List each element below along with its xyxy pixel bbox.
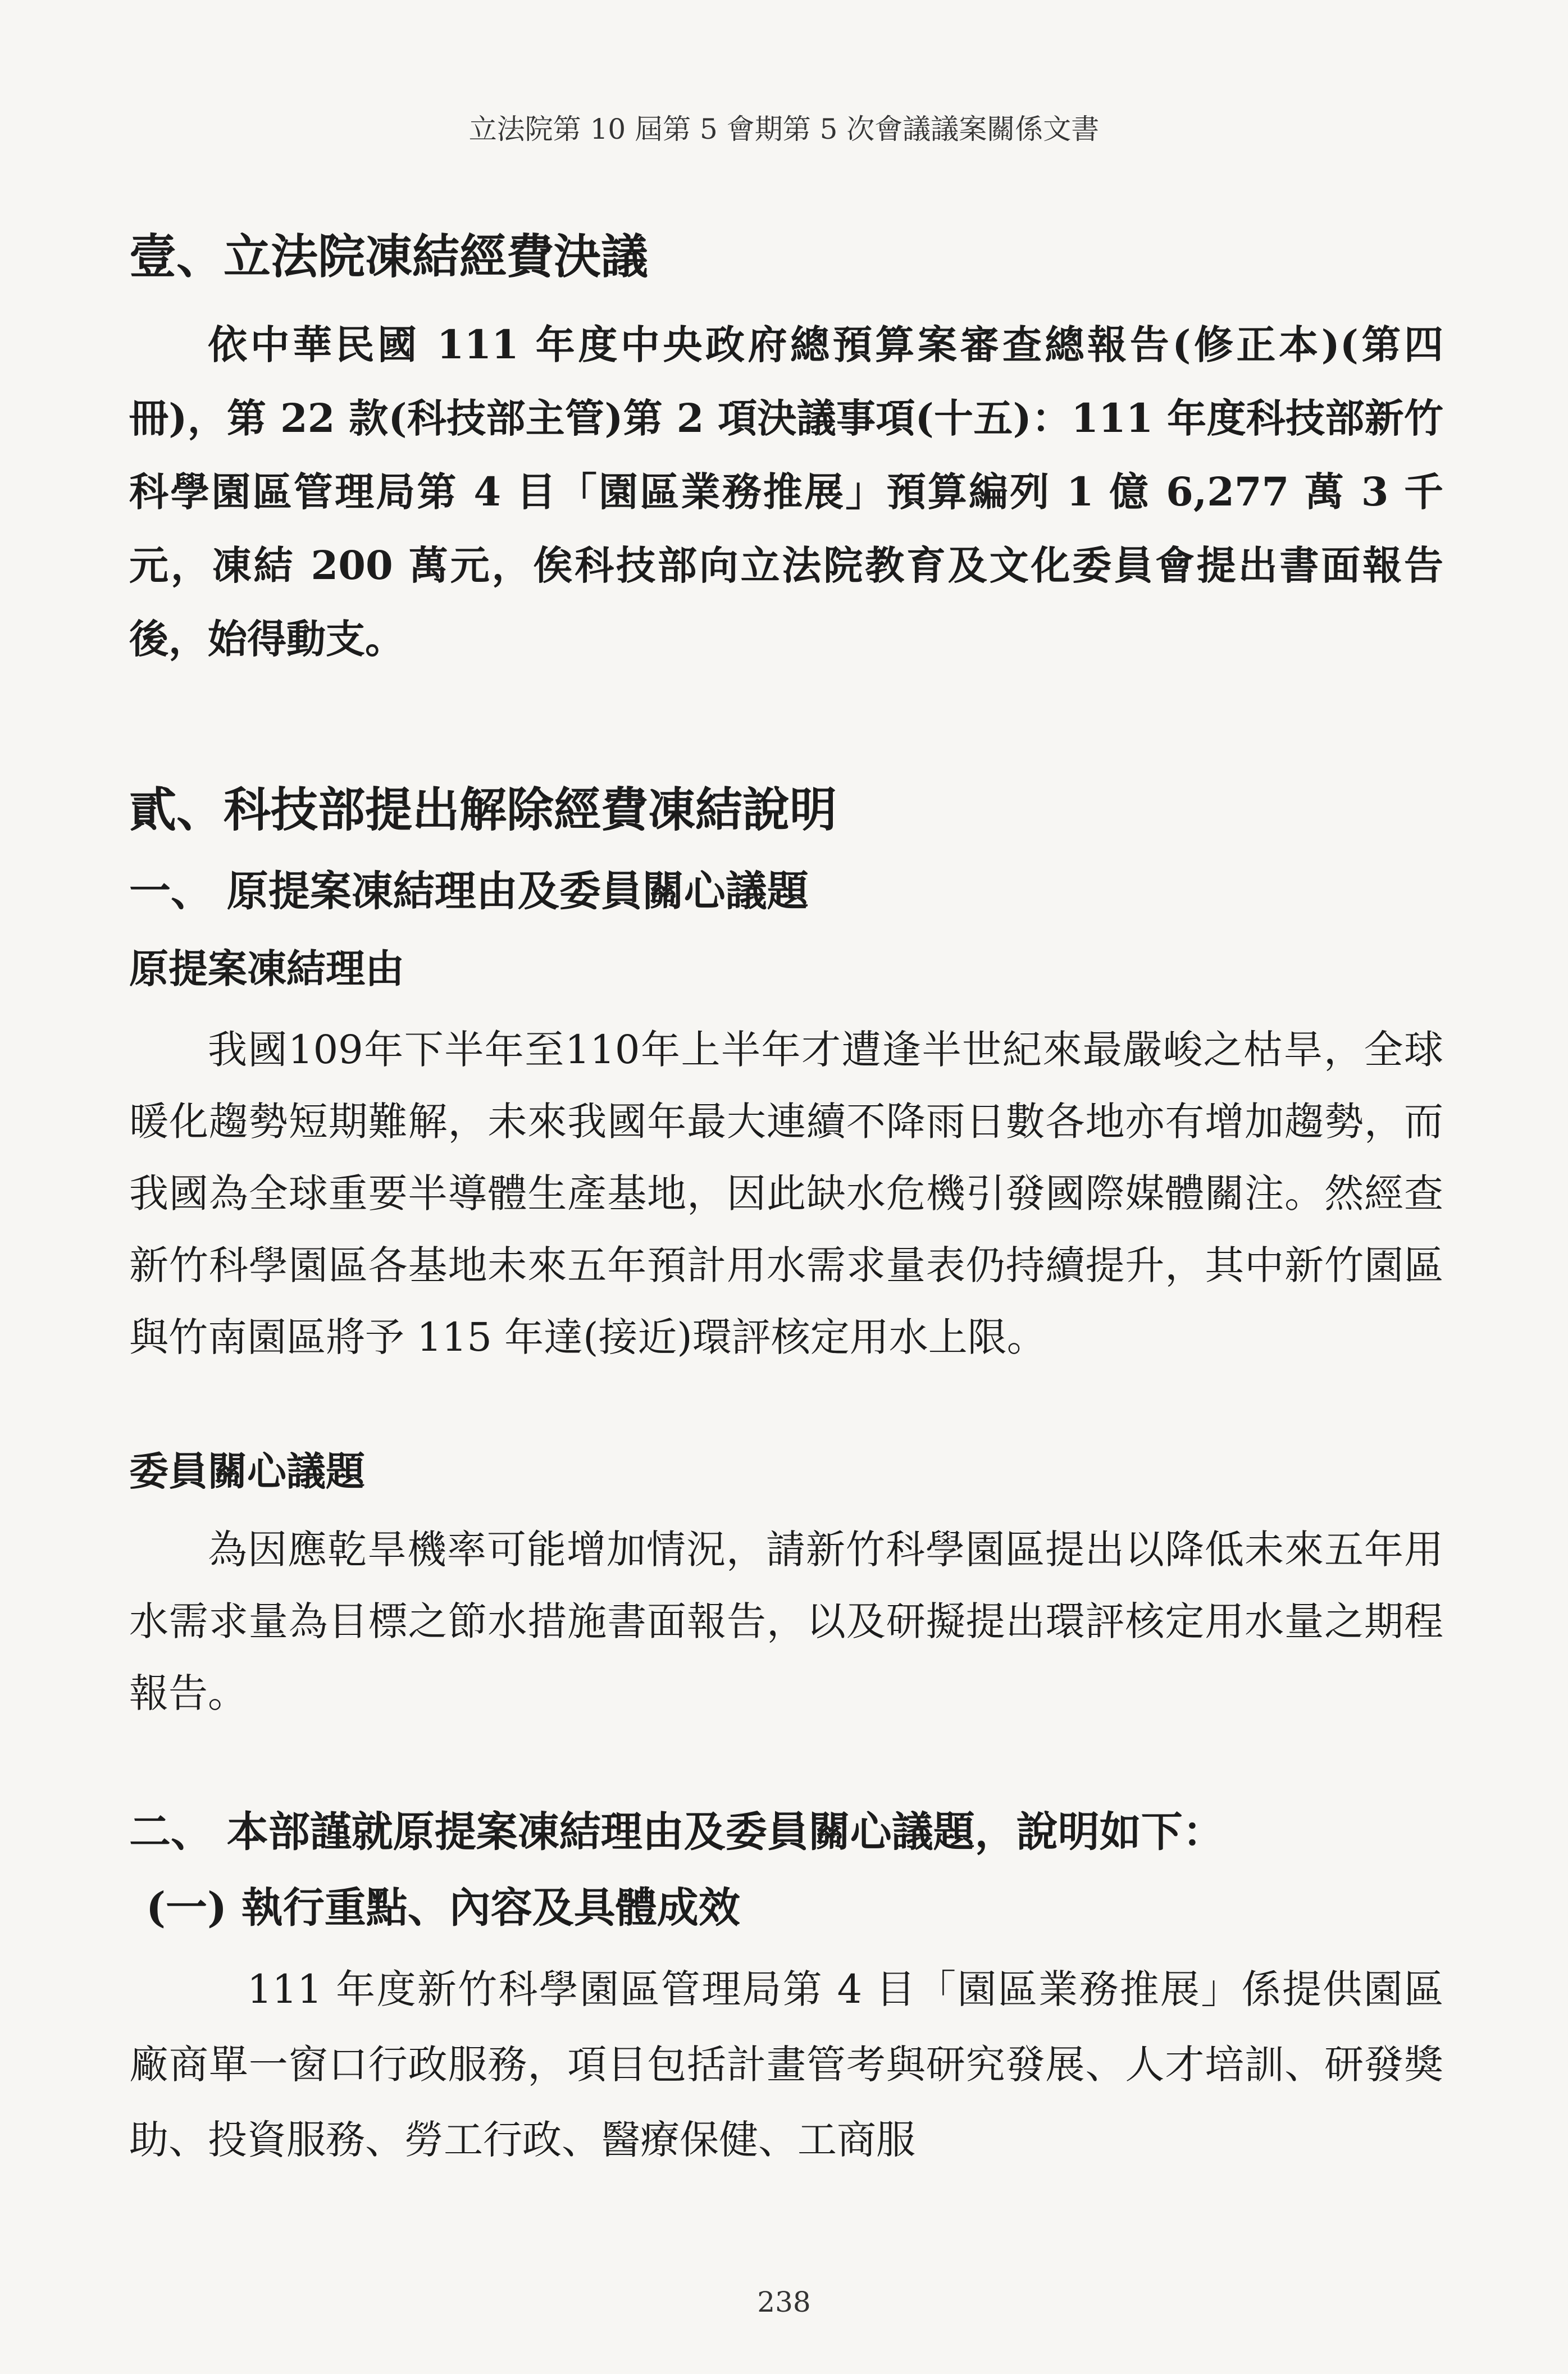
concern-body: 為因應乾旱機率可能增加情況，請新竹科學園區提出以降低未來五年用水需求量為目標之節水措施書面報告，以及研擬提出環評核定用水量之期程報告。	[129, 1527, 1443, 1716]
part2-heading: 二、 本部謹就原提案凍結理由及委員關心議題，說明如下：	[129, 1808, 1224, 1856]
section1-heading: 壹、立法院凍結經費決議	[129, 229, 649, 284]
reason-body: 我國109年下半年至110年上半年才遭逢半世紀來最嚴峻之枯旱，全球暖化趨勢短期難解，未來我國年最大連續不降雨日數各地亦有增加趨勢，而我國為全球重要半導體生產基地，因此缺水危機引發國際媒體關注。然經查新竹科學園區各基地未來五年預計用水需求量表仍持續提升，其中新竹園區與竹南園區將予 115 年達(接近)環評核定用水上限。	[129, 1027, 1443, 1360]
part1-heading: 一、 原提案凍結理由及委員關心議題	[129, 867, 809, 915]
concern-heading: 委員關心議題	[129, 1448, 365, 1494]
reason-heading: 原提案凍結理由	[129, 945, 404, 992]
sub1-body: 111 年度新竹科學園區管理局第 4 目「園區業務推展」係提供園區廠商單一窗口行政服務，項目包括計畫管考與研究發展、人才培訓、研發獎助、投資服務、勞工行政、醫療保健、工商服	[129, 1966, 1443, 2163]
sub1-heading: (一) 執行重點、內容及具體成效	[146, 1884, 740, 1932]
page-number: 238	[757, 2286, 811, 2318]
section1-body: 依中華民國 111 年度中央政府總預算案審查總報告(修正本)(第四冊)，第 22 款(科技部主管)第 2 項決議事項(十五)：111 年度科技部新竹科學園區管理局第 4 目「園區業務推展」預算編列 1 億 6,277 萬 3 千元，凍結 200 萬元，俟科技部向立法院教育及文化委員會提出書面報告後，始得動支。	[129, 321, 1443, 662]
page-header: 立法院第 10 屆第 5 會期第 5 次會議議案關係文書	[468, 113, 1100, 145]
section2-heading: 貳、科技部提出解除經費凍結說明	[129, 782, 837, 837]
